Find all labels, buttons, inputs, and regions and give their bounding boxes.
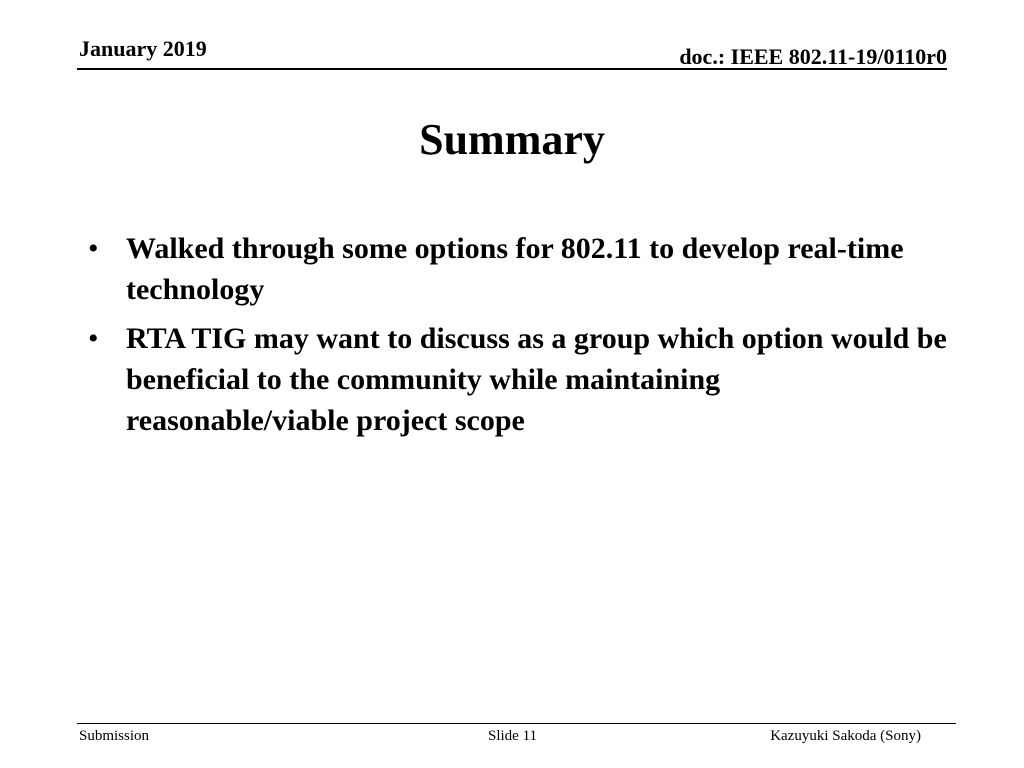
slide-number: Slide 11 (488, 728, 538, 744)
header-divider (77, 68, 947, 70)
bullet-icon: • (88, 322, 99, 355)
bullet-text: RTA TIG may want to discuss as a group which option would be beneficial to the community while maintaining reasonable/viable project scope (126, 322, 947, 437)
bullet-list (88, 228, 948, 449)
document-id: doc.: IEEE 802.11-19/0110r0 (679, 44, 947, 69)
bullet-icon: • (88, 232, 99, 265)
slide-title: Summary (419, 115, 605, 164)
bullet-text: Walked through some options for 802.11 to develop real-time technology (126, 232, 904, 306)
footer-author: Kazuyuki Sakoda (Sony) (770, 728, 921, 744)
bullet-item (88, 228, 948, 310)
header-date: January 2019 (79, 36, 207, 61)
bullet-item (88, 318, 948, 441)
footer-submission: Submission (79, 728, 150, 744)
footer-divider (77, 723, 956, 724)
